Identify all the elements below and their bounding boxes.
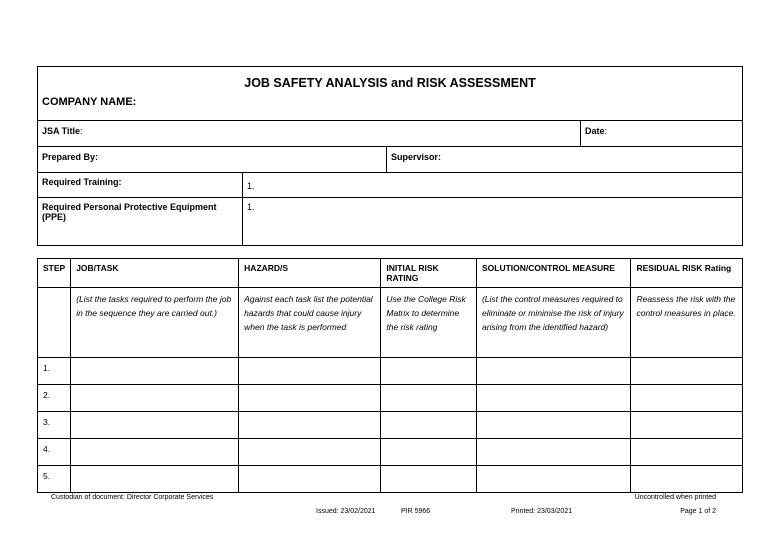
table-row-instructions bbox=[38, 288, 743, 358]
company-name-label: COMPANY NAME: bbox=[42, 96, 137, 108]
initial-risk-cell[interactable] bbox=[381, 466, 477, 493]
divider bbox=[242, 172, 243, 246]
initial-risk-cell[interactable] bbox=[381, 412, 477, 439]
solution-cell[interactable] bbox=[476, 385, 631, 412]
initial-risk-instruction-cell[interactable]: Use the College Risk Matrix to determine the risk rating bbox=[381, 288, 477, 358]
job-task-cell[interactable] bbox=[71, 466, 239, 493]
divider bbox=[37, 146, 743, 147]
residual-risk-cell[interactable] bbox=[631, 385, 743, 412]
uncontrolled-text: Uncontrolled when printed bbox=[634, 494, 716, 501]
divider bbox=[580, 120, 581, 146]
step-number-cell: 4. bbox=[38, 439, 71, 466]
table-row bbox=[38, 358, 743, 385]
solution-cell[interactable] bbox=[476, 358, 631, 385]
page-number: Page 1 of 2 bbox=[680, 508, 716, 515]
initial-risk-cell[interactable] bbox=[381, 358, 477, 385]
colon: : bbox=[604, 126, 608, 136]
step-cell bbox=[38, 288, 71, 358]
solution-instruction-cell[interactable]: (List the control measures required to eliminate or minimise the risk of injury arising from the identified hazard) bbox=[476, 288, 631, 358]
hazards-cell[interactable] bbox=[239, 466, 381, 493]
job-task-cell[interactable] bbox=[71, 385, 239, 412]
hazards-instruction-cell[interactable]: Against each task list the potential hazards that could cause injury when the task is performed bbox=[239, 288, 381, 358]
jsa-title-label: JSA Title bbox=[42, 126, 81, 136]
col-header-residual-risk: RESIDUAL RISK Rating bbox=[631, 259, 743, 288]
required-training-field[interactable]: 1. bbox=[247, 181, 255, 191]
residual-instruction-cell[interactable]: Reassess the risk with the control measures in place. bbox=[631, 288, 743, 358]
table-row bbox=[38, 439, 743, 466]
initial-risk-cell[interactable] bbox=[381, 439, 477, 466]
supervisor-label: Supervisor: bbox=[391, 152, 442, 162]
job-task-cell[interactable] bbox=[71, 358, 239, 385]
hazards-cell[interactable] bbox=[239, 358, 381, 385]
jsa-title-field[interactable] bbox=[42, 126, 572, 136]
supervisor-field[interactable] bbox=[391, 152, 731, 162]
table-row bbox=[38, 412, 743, 439]
step-number-cell: 1. bbox=[38, 358, 71, 385]
divider bbox=[37, 120, 743, 121]
divider bbox=[37, 197, 743, 198]
ppe-field[interactable]: 1. bbox=[247, 202, 255, 212]
hazards-cell[interactable] bbox=[239, 385, 381, 412]
job-task-cell[interactable] bbox=[71, 412, 239, 439]
step-number-cell: 5. bbox=[38, 466, 71, 493]
prepared-by-label: Prepared By: bbox=[42, 152, 99, 162]
divider bbox=[37, 172, 743, 173]
custodian-text: Custodian of document: Director Corporate Services bbox=[51, 494, 214, 501]
colon: : bbox=[80, 126, 83, 136]
date-field[interactable] bbox=[585, 126, 735, 136]
divider bbox=[386, 146, 387, 172]
job-task-cell[interactable] bbox=[71, 439, 239, 466]
jsa-table bbox=[37, 258, 743, 493]
printed-date: Printed: 23/03/2021 bbox=[511, 508, 573, 515]
hazards-cell[interactable] bbox=[239, 439, 381, 466]
col-header-job-task: JOB/TASK bbox=[71, 259, 239, 288]
solution-cell[interactable] bbox=[476, 466, 631, 493]
residual-risk-cell[interactable] bbox=[631, 466, 743, 493]
solution-cell[interactable] bbox=[476, 439, 631, 466]
table-row bbox=[38, 385, 743, 412]
issued-date: Issued: 23/02/2021 bbox=[316, 508, 376, 515]
residual-risk-cell[interactable] bbox=[631, 358, 743, 385]
pir-number: PIR 5966 bbox=[401, 508, 431, 515]
date-label: Date bbox=[585, 126, 605, 136]
col-header-hazards: HAZARD/S bbox=[239, 259, 381, 288]
solution-cell[interactable] bbox=[476, 412, 631, 439]
initial-risk-cell[interactable] bbox=[381, 385, 477, 412]
job-task-instruction-cell[interactable]: (List the tasks required to perform the job in the sequence they are carried out.) bbox=[71, 288, 239, 358]
prepared-by-field[interactable] bbox=[42, 152, 382, 162]
residual-risk-cell[interactable] bbox=[631, 412, 743, 439]
ppe-label: Required Personal Protective Equipment (PPE) bbox=[42, 202, 217, 222]
residual-risk-cell[interactable] bbox=[631, 439, 743, 466]
col-header-step: STEP bbox=[38, 259, 71, 288]
page-title: JOB SAFETY ANALYSIS and RISK ASSESSMENT bbox=[244, 76, 536, 90]
col-header-solution: SOLUTION/CONTROL MEASURE bbox=[476, 259, 631, 288]
col-header-initial-risk: INITIAL RISK RATING bbox=[381, 259, 477, 288]
table-header-row bbox=[38, 259, 743, 288]
step-number-cell: 3. bbox=[38, 412, 71, 439]
required-training-label: Required Training: bbox=[42, 177, 122, 187]
table-row bbox=[38, 466, 743, 493]
hazards-cell[interactable] bbox=[239, 412, 381, 439]
step-number-cell: 2. bbox=[38, 385, 71, 412]
